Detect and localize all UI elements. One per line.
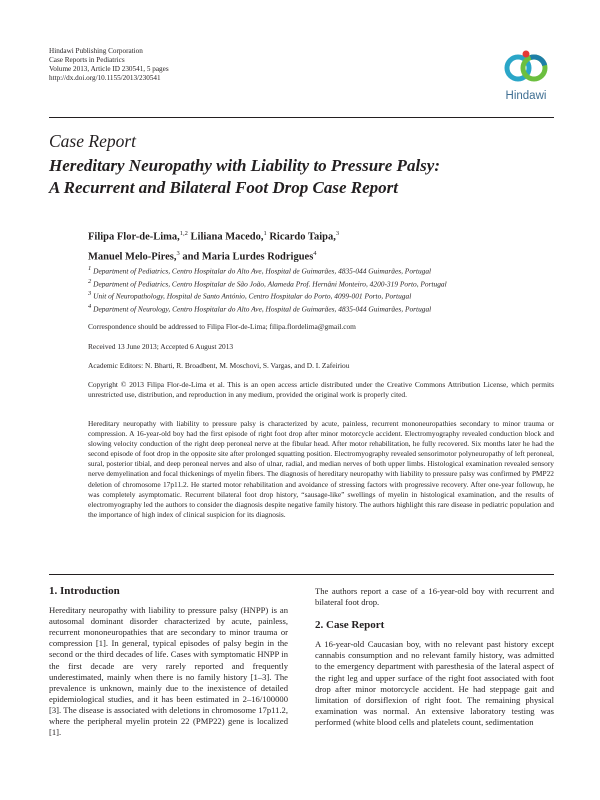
journal-metadata xyxy=(49,47,169,83)
affiliation-mark: 2 xyxy=(88,277,92,285)
hindawi-logo xyxy=(498,46,554,108)
author-name: Liliana Macedo, xyxy=(190,231,264,243)
left-column xyxy=(49,586,288,738)
right-column xyxy=(315,586,554,728)
article-type: Case Report xyxy=(49,131,137,151)
author-affiliation-mark: 1,2 xyxy=(179,230,188,237)
journal-name: Case Reports in Pediatrics xyxy=(49,56,125,64)
affiliation-item xyxy=(88,277,554,290)
abstract: Hereditary neuropathy with liability to pressure palsy is characterized by acute, painless, recurrent mononeuropathies secondary to minor trauma or compression. A 16-year-old boy had the first episode of right foot drop after minor motorcycle accident. Electromyography revealed conduction block and slowing velocity conduction of the right deep peroneal nerve at the fibular head. After motor rehabilitation, he fully recovered. Six months later he had the second episode of foot drop in the opposite site after prolonged squatting position. Electromyography revealed sensorimotor polyneuropathy of left peroneal, sural, posterior tibial, and deep peroneal nerves and also of ulnar, radial, and median nerves of both upper limbs. Histological examination revealed sensory nerve demyelination and focal thickenings of myelin fibers. The diagnosis of hereditary neuropathy with liability to pressure palsy was confirmed by PMP22 deletion of chromosome 17p11.2. He started motor rehabilitation and avoidance of stressing factors with progressive recovery. After one-year followup, he was completely asymptomatic. Recurrent bilateral foot drop history, “sausage-like” swellings of myelin in histological examination, and the results of electromyography led the authors to consider the diagnosis despite negative family history. The authors highlight this rare disease in pediatric population and the importance of high index of clinical suspicion for its diagnosis. xyxy=(88,419,554,519)
affiliation-mark: 1 xyxy=(88,265,92,272)
logo-wordmark: Hindawi xyxy=(505,90,547,102)
copyright-notice: Copyright © 2013 Filipa Flor-de-Lima et al. This is an open access article distributed under the Creative Commons Attribution License, which permits unrestricted use, distribution, and reproduction in any medium, provided the original work is properly cited. xyxy=(88,380,554,400)
title-line-2: A Recurrent and Bilateral Foot Drop Case Report xyxy=(49,178,399,197)
affiliation-item xyxy=(88,264,554,277)
title-line-1: Hereditary Neuropathy with Liability to Pressure Palsy: xyxy=(49,156,440,175)
received-dates: Received 13 June 2013; Accepted 6 August 2013 xyxy=(88,342,234,351)
volume-info: Volume 2013, Article ID 230541, 5 pages xyxy=(49,65,169,73)
affiliation-text: Unit of Neuropathology, Hospital de Santo António, Centro Hospitalar do Porto, 4099-001 Porto, Portugal xyxy=(93,291,412,301)
doi-link[interactable]: http://dx.doi.org/10.1155/2013/230541 xyxy=(49,74,161,82)
affiliation-item xyxy=(88,302,554,315)
affiliation-list xyxy=(88,264,554,315)
affiliation-mark: 4 xyxy=(88,303,92,311)
affiliation-mark: 3 xyxy=(88,290,92,298)
affiliation-text: Department of Neurology, Centro Hospitalar do Alto Ave, Hospital de Guimarães, 4835-044 Guimarães, Portugal xyxy=(93,304,432,314)
section-heading: 1. Introduction xyxy=(49,585,120,597)
affiliation-item xyxy=(88,289,554,302)
affiliation-text: Department of Pediatrics, Centro Hospitalar de São João, Alameda Prof. Hernâni Monteiro, 4200-319 Porto, Portugal xyxy=(93,279,447,289)
author-affiliation-mark: 3 xyxy=(176,249,180,257)
author-name: Filipa Flor-de-Lima, xyxy=(88,231,180,243)
author-affiliation-mark: 1 xyxy=(263,230,267,237)
academic-editors: Academic Editors: N. Bharti, R. Broadbent, M. Moschovi, S. Vargas, and D. I. Zafeiriou xyxy=(88,361,350,370)
author-name: Ricardo Taipa, xyxy=(269,231,336,243)
hindawi-logo-icon xyxy=(504,46,548,86)
abstract-divider xyxy=(49,574,554,575)
author-affiliation-mark: 4 xyxy=(313,249,317,257)
body-paragraph: Hereditary neuropathy with liability to pressure palsy (HNPP) is an autosomal dominant disorder characterized by acute, painless, recurrent mononeuropathies that are secondary to minor trauma or compression [1]. In general, typical episodes of palsy begin in the second or the third decades of life. Cases with symptomatic HNPP in the first decade are very rarely reported and frequently underestimated, mainly when there is no family history [1–3]. The prevalence is unknown, mainly due to the inexistence of detailed epidemiological studies, and it has been estimated in 2–16/100000 [3]. The disease is associated with deletions in chromosome 17p11.2, where the peripheral myelin protein 22 (PMP22) gene is localized [1]. xyxy=(49,605,288,738)
body-paragraph: The authors report a case of a 16-year-old boy with recurrent and bilateral foot drop. xyxy=(315,586,554,608)
header-divider xyxy=(49,117,554,118)
publisher-name: Hindawi Publishing Corporation xyxy=(49,47,143,55)
affiliation-text: Department of Pediatrics, Centro Hospitalar do Alto Ave, Hospital de Guimarães, 4835-044 Guimarães, Portugal xyxy=(93,266,432,276)
author-name: and Maria Lurdes Rodrigues xyxy=(182,251,314,262)
author-name: Manuel Melo-Pires, xyxy=(88,251,177,262)
correspondence: Correspondence should be addressed to Filipa Flor-de-Lima; filipa.flordelima@gmail.com xyxy=(88,322,356,331)
article-title xyxy=(49,155,554,199)
section-heading: 2. Case Report xyxy=(315,619,385,632)
author-list xyxy=(88,226,548,265)
author-affiliation-mark: 3 xyxy=(335,230,340,237)
body-paragraph: A 16-year-old Caucasian boy, with no relevant past history except cannabis consumption and no relevant family history, was admitted to the emergency department with paresthesia of the lateral aspect of the right leg and upper surface of the right foot associated with foot drop after minor motorcycle accident. He had steppage gait and limitation of dorsiflexion of right foot. The remaining physical examination was normal. An extensive laboratory testing was performed (white blood cells and platelets count, sedimentation xyxy=(315,639,554,727)
